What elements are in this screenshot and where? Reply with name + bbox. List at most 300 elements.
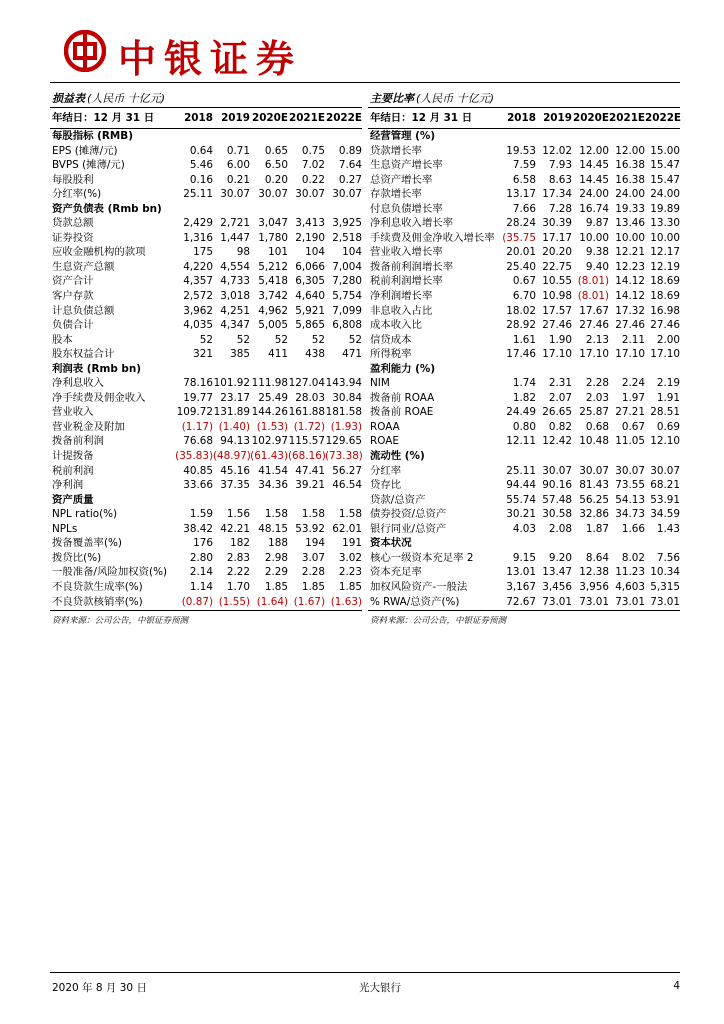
table-row	[368, 216, 680, 231]
row-label: 计提拨备	[52, 450, 94, 463]
table-cell: 385	[230, 348, 250, 361]
table-cell: 37.35	[220, 479, 250, 492]
table-cell: 73.01	[542, 595, 572, 608]
table-cell: (1.64)	[256, 595, 288, 608]
row-label: 税前利润增长率	[370, 275, 443, 288]
header-label: 年结日：12 月 31 日	[368, 108, 499, 129]
table-row	[50, 289, 362, 304]
table-row	[50, 478, 362, 493]
table-row	[50, 245, 362, 260]
table-cell: 16.38	[615, 159, 645, 172]
table-row	[368, 464, 680, 479]
table-cell: 12.38	[579, 566, 609, 579]
table-row	[368, 551, 680, 566]
table-cell: 175	[193, 246, 213, 259]
section-heading: 资产质量	[52, 493, 94, 506]
table-row	[368, 231, 680, 246]
table-cell: 2.31	[548, 377, 572, 390]
table-cell: 0.21	[226, 173, 250, 186]
table-cell: 1.85	[301, 580, 325, 593]
table-cell: 7.66	[512, 202, 536, 215]
table-cell: 1.90	[548, 333, 572, 346]
table-cell: 52	[311, 333, 325, 346]
key-ratios-panel	[368, 88, 680, 626]
table-cell: 17.17	[542, 231, 572, 244]
row-label: 债券投资/总资产	[370, 508, 447, 521]
row-label: 营业收入增长率	[370, 246, 443, 259]
row-label: 一般准备/风险加权资(%)	[52, 566, 167, 579]
table-cell: 12.23	[615, 260, 645, 273]
table-cell: 34.73	[615, 508, 645, 521]
table-cell: (1.40)	[218, 420, 250, 433]
table-cell: 17.46	[506, 348, 536, 361]
income-statement-table	[50, 108, 362, 609]
table-cell: 8.02	[621, 551, 645, 564]
table-cell: 1.74	[512, 377, 536, 390]
row-label: 手续费及佣金净收入增长率	[370, 231, 495, 244]
panel-title: 损益表	[52, 92, 85, 105]
table-cell: 1.91	[656, 391, 680, 404]
row-label: 股本	[52, 333, 73, 346]
table-cell: 76.68	[183, 435, 213, 448]
table-cell: 5.46	[189, 159, 213, 172]
row-label: 净利润	[52, 479, 84, 492]
table-cell: 34.59	[650, 508, 680, 521]
footer-date: 2020 年 8 月 30 日	[52, 982, 147, 994]
table-cell: 52	[236, 333, 250, 346]
row-label: 负债合计	[52, 319, 94, 332]
table-cell: 81.43	[579, 479, 609, 492]
header-year: 2021E	[288, 108, 325, 129]
row-label: EPS (摊薄/元)	[52, 144, 118, 157]
table-row	[368, 260, 680, 275]
table-cell: 2.08	[548, 522, 572, 535]
table-cell: 52	[199, 333, 213, 346]
table-cell: 28.24	[506, 217, 536, 230]
key-ratios-title	[368, 88, 680, 108]
header-year: 2020E	[250, 108, 288, 129]
table-row	[50, 507, 362, 522]
table-cell: 53.91	[650, 493, 680, 506]
table-cell: 4,733	[220, 275, 250, 288]
table-cell: 16.38	[615, 173, 645, 186]
table-cell: (1.53)	[256, 420, 288, 433]
table-cell: 5,418	[258, 275, 288, 288]
row-label: 成本收入比	[370, 319, 422, 332]
table-cell: 27.46	[542, 319, 572, 332]
header-year: 2018	[173, 108, 213, 129]
table-cell: 14.45	[579, 159, 609, 172]
table-cell: 4.03	[512, 522, 536, 535]
table-cell: 26.65	[542, 406, 572, 419]
table-cell: 22.75	[542, 260, 572, 273]
table-cell: 1.82	[512, 391, 536, 404]
table-cell: 13.46	[615, 217, 645, 230]
table-cell: 23.17	[220, 391, 250, 404]
table-cell: 33.66	[183, 479, 213, 492]
table-cell: 2.07	[548, 391, 572, 404]
table-row	[50, 158, 362, 173]
table-cell: 10.00	[615, 231, 645, 244]
row-label: 资产合计	[52, 275, 94, 288]
row-label: 生息资产增长率	[370, 159, 443, 172]
table-cell: 0.64	[189, 144, 213, 157]
table-cell: 14.12	[615, 290, 645, 303]
table-cell: (8.01)	[577, 275, 609, 288]
source-note: 资料来源：公司公告，中银证券预测	[368, 610, 680, 626]
footer-company: 光大银行	[359, 982, 401, 994]
table-cell: 17.10	[542, 348, 572, 361]
table-cell: 101.92	[213, 377, 250, 390]
table-cell: 56.27	[332, 464, 362, 477]
table-cell: 2.11	[621, 333, 645, 346]
table-cell: 18.69	[650, 275, 680, 288]
row-label: 拨备覆盖率(%)	[52, 537, 122, 550]
table-cell: 30.07	[295, 188, 325, 201]
section-heading: 资本状况	[370, 537, 412, 550]
table-cell: 30.07	[615, 464, 645, 477]
row-label: 每股股利	[52, 173, 94, 186]
source-note: 资料来源：公司公告，中银证券预测	[50, 610, 362, 626]
table-cell: 0.82	[548, 420, 572, 433]
table-cell: 11.23	[615, 566, 645, 579]
row-label: ROAA	[370, 420, 400, 433]
table-cell: 5,315	[650, 580, 680, 593]
table-cell: 12.17	[650, 246, 680, 259]
table-cell: 7,099	[332, 304, 362, 317]
table-cell: 57.48	[542, 493, 572, 506]
table-cell: 12.11	[506, 435, 536, 448]
table-cell: 1.66	[621, 522, 645, 535]
table-cell: 30.39	[542, 217, 572, 230]
table-cell: 16.74	[579, 202, 609, 215]
table-cell: 0.22	[301, 173, 325, 186]
table-cell: 12.00	[615, 144, 645, 157]
section-heading: 每股指标 (RMB)	[52, 130, 133, 142]
table-cell: 13.01	[506, 566, 536, 579]
table-row	[368, 304, 680, 319]
table-cell: (0.87)	[181, 595, 213, 608]
row-label: NPL ratio(%)	[52, 508, 118, 521]
table-cell: 127.04	[288, 377, 325, 390]
table-cell: 73.55	[615, 479, 645, 492]
panel-subtitle: (人民币 十亿元)	[416, 92, 495, 105]
table-cell: 1,447	[220, 231, 250, 244]
row-label: 分红率(%)	[52, 188, 102, 201]
table-cell: 47.41	[295, 464, 325, 477]
table-cell: 27.46	[650, 319, 680, 332]
header-year: 2018	[499, 108, 536, 129]
table-cell: 2.14	[189, 566, 213, 579]
table-cell: 28.92	[506, 319, 536, 332]
table-cell: (1.93)	[330, 420, 362, 433]
table-cell: 17.67	[579, 304, 609, 317]
table-cell: 1.59	[189, 508, 213, 521]
table-cell: 1.14	[189, 580, 213, 593]
table-cell: 30.07	[542, 464, 572, 477]
table-cell: 15.47	[650, 159, 680, 172]
table-cell: 5,921	[295, 304, 325, 317]
row-label: 加权风险资产-一般法	[370, 580, 468, 593]
row-label: 股东权益合计	[52, 348, 115, 361]
table-cell: 2.28	[585, 377, 609, 390]
table-cell: 104	[305, 246, 325, 259]
table-cell: 2.13	[585, 333, 609, 346]
table-cell: 62.01	[332, 522, 362, 535]
table-cell: 3,167	[506, 580, 536, 593]
table-cell: 4,962	[258, 304, 288, 317]
table-cell: 0.27	[338, 173, 362, 186]
table-cell: 6.58	[512, 173, 536, 186]
table-cell: 0.80	[512, 420, 536, 433]
row-label: NPLs	[52, 522, 78, 535]
section-heading-row	[50, 362, 362, 377]
table-row	[368, 405, 680, 420]
table-cell: 2,572	[183, 290, 213, 303]
row-label: % RWA/总资产(%)	[370, 595, 460, 608]
table-cell: 2.83	[226, 551, 250, 564]
table-cell: 39.21	[295, 479, 325, 492]
income-statement-panel	[50, 88, 362, 626]
table-cell: 25.40	[506, 260, 536, 273]
table-header-row	[368, 108, 680, 129]
table-cell: 3,047	[258, 217, 288, 230]
report-header	[50, 22, 680, 82]
table-cell: 32.86	[579, 508, 609, 521]
table-cell: (1.72)	[293, 420, 325, 433]
table-row	[50, 536, 362, 551]
table-cell: 1.58	[301, 508, 325, 521]
row-label: 税前利润	[52, 464, 94, 477]
table-cell: 24.00	[650, 188, 680, 201]
section-heading: 盈利能力 (%)	[370, 362, 436, 375]
table-cell: 101	[268, 246, 288, 259]
table-cell: 10.98	[542, 290, 572, 303]
table-cell: 6,305	[295, 275, 325, 288]
table-cell: 17.10	[579, 348, 609, 361]
table-cell: 16.98	[650, 304, 680, 317]
table-cell: 4,357	[183, 275, 213, 288]
table-cell: 25.11	[183, 188, 213, 201]
table-cell: 144.26	[251, 406, 288, 419]
table-cell: 17.10	[650, 348, 680, 361]
table-cell: 1.61	[512, 333, 536, 346]
table-cell: 3,413	[295, 217, 325, 230]
row-label: 生息资产总额	[52, 260, 115, 273]
table-cell: 94.13	[220, 435, 250, 448]
row-label: 贷存比	[370, 479, 402, 492]
table-cell: (1.63)	[330, 595, 362, 608]
table-cell: 131.89	[213, 406, 250, 419]
panel-subtitle: (人民币 十亿元)	[87, 92, 166, 105]
table-cell: 48.15	[258, 522, 288, 535]
table-cell: (1.67)	[293, 595, 325, 608]
table-cell: 54.13	[615, 493, 645, 506]
table-cell: 19.77	[183, 391, 213, 404]
table-cell: 129.65	[325, 435, 362, 448]
table-cell: 25.11	[506, 464, 536, 477]
table-row	[50, 333, 362, 348]
table-cell: 10.55	[542, 275, 572, 288]
table-cell: 1.70	[226, 580, 250, 593]
row-label: 不良贷款核销率(%)	[52, 595, 143, 608]
table-row	[50, 318, 362, 333]
row-label: 总资产增长率	[370, 173, 433, 186]
section-heading: 经营管理 (%)	[370, 130, 436, 142]
table-cell: 3,962	[183, 304, 213, 317]
table-cell: 2.24	[621, 377, 645, 390]
table-cell: 40.85	[183, 464, 213, 477]
section-heading-row	[50, 493, 362, 508]
table-cell: 111.98	[251, 377, 288, 390]
section-heading-row	[50, 202, 362, 217]
table-cell: 1.85	[264, 580, 288, 593]
row-label: 计息负债总额	[52, 304, 115, 317]
table-cell: 0.68	[585, 420, 609, 433]
table-row	[368, 507, 680, 522]
row-label: 所得税率	[370, 348, 412, 361]
table-row	[368, 391, 680, 406]
row-label: NIM	[370, 377, 390, 390]
table-cell: 42.21	[220, 522, 250, 535]
table-cell: 1.43	[656, 522, 680, 535]
table-cell: 25.87	[579, 406, 609, 419]
table-cell: 1.58	[338, 508, 362, 521]
table-cell: 0.16	[189, 173, 213, 186]
table-cell: 6.70	[512, 290, 536, 303]
table-cell: 4,603	[615, 580, 645, 593]
table-row	[368, 318, 680, 333]
table-cell: 53.92	[295, 522, 325, 535]
table-cell: 9.87	[585, 217, 609, 230]
table-cell: 10.48	[579, 435, 609, 448]
row-label: 营业税金及附加	[52, 420, 125, 433]
table-cell: 0.67	[512, 275, 536, 288]
table-cell: 7.02	[301, 159, 325, 172]
table-cell: 4,035	[183, 319, 213, 332]
section-heading-row	[368, 536, 680, 551]
table-row	[368, 595, 680, 610]
table-cell: 90.16	[542, 479, 572, 492]
row-label: 证券投资	[52, 231, 94, 244]
row-label: 付息负债增长率	[370, 202, 443, 215]
row-label: 拨备前 ROAA	[370, 391, 435, 404]
table-row	[368, 420, 680, 435]
table-cell: 2.03	[585, 391, 609, 404]
table-cell: 161.88	[288, 406, 325, 419]
table-row	[368, 158, 680, 173]
table-cell: 10.34	[650, 566, 680, 579]
table-cell: 1,780	[258, 231, 288, 244]
table-cell: 5,754	[332, 290, 362, 303]
table-cell: 2.80	[189, 551, 213, 564]
table-cell: 9.20	[548, 551, 572, 564]
section-heading: 资产负债表 (Rmb bn)	[52, 202, 162, 215]
table-cell: 2.00	[656, 333, 680, 346]
row-label: 客户存款	[52, 290, 94, 303]
table-row	[50, 144, 362, 159]
table-cell: 3,018	[220, 290, 250, 303]
row-label: 存款增长率	[370, 188, 422, 201]
table-cell: 15.00	[650, 144, 680, 157]
table-row	[50, 434, 362, 449]
page-number: 4	[673, 980, 680, 992]
table-cell: 1.87	[585, 522, 609, 535]
header-year: 2022E	[645, 108, 680, 129]
table-cell: 3.07	[301, 551, 325, 564]
table-cell: (1.55)	[218, 595, 250, 608]
table-cell: 0.20	[264, 173, 288, 186]
row-label: 贷款增长率	[370, 144, 422, 157]
table-cell: 28.51	[650, 406, 680, 419]
table-row	[368, 580, 680, 595]
header-year: 2021E	[609, 108, 645, 129]
table-cell: 1.56	[226, 508, 250, 521]
table-cell: 12.02	[542, 144, 572, 157]
table-row	[368, 493, 680, 508]
header-rule	[50, 82, 680, 83]
table-cell: 2.28	[301, 566, 325, 579]
table-cell: 471	[342, 348, 362, 361]
table-cell: 194	[305, 537, 325, 550]
table-cell: 13.17	[506, 188, 536, 201]
table-cell: (68.16)	[288, 450, 326, 463]
table-cell: 98	[236, 246, 250, 259]
table-row	[50, 580, 362, 595]
header-label: 年结日：12 月 31 日	[50, 108, 173, 129]
table-cell: 13.47	[542, 566, 572, 579]
table-cell: 2,721	[220, 217, 250, 230]
table-cell: 56.25	[579, 493, 609, 506]
table-cell: 24.49	[506, 406, 536, 419]
table-row	[50, 522, 362, 537]
row-label: BVPS (摊薄/元)	[52, 159, 125, 172]
table-cell: 17.34	[542, 188, 572, 201]
table-cell: 11.05	[615, 435, 645, 448]
table-cell: 68.21	[650, 479, 680, 492]
table-cell: 78.16	[183, 377, 213, 390]
table-cell: 5,005	[258, 319, 288, 332]
table-cell: 115.57	[288, 435, 325, 448]
table-cell: 18.69	[650, 290, 680, 303]
table-cell: 3,742	[258, 290, 288, 303]
table-cell: 73.01	[650, 595, 680, 608]
section-heading-row	[368, 129, 680, 144]
table-cell: 3,925	[332, 217, 362, 230]
row-label: 贷款总额	[52, 217, 94, 230]
table-header-row	[50, 108, 362, 129]
table-cell: 2.98	[264, 551, 288, 564]
table-row	[368, 434, 680, 449]
table-row	[368, 333, 680, 348]
row-label: 核心一级资本充足率 2	[370, 551, 474, 564]
table-row	[50, 347, 362, 362]
table-cell: 1.97	[621, 391, 645, 404]
section-heading-row	[368, 449, 680, 464]
table-cell: 28.03	[295, 391, 325, 404]
table-cell: 12.19	[650, 260, 680, 273]
table-cell: 7,280	[332, 275, 362, 288]
row-label: 应收金融机构的款项	[52, 246, 146, 259]
section-heading: 流动性 (%)	[370, 450, 425, 463]
table-row	[368, 245, 680, 260]
table-cell: 182	[230, 537, 250, 550]
row-label: 贷款/总资产	[370, 493, 426, 506]
table-cell: 25.49	[258, 391, 288, 404]
panel-title: 主要比率	[370, 92, 414, 105]
table-cell: 2,518	[332, 231, 362, 244]
table-cell: 176	[193, 537, 213, 550]
